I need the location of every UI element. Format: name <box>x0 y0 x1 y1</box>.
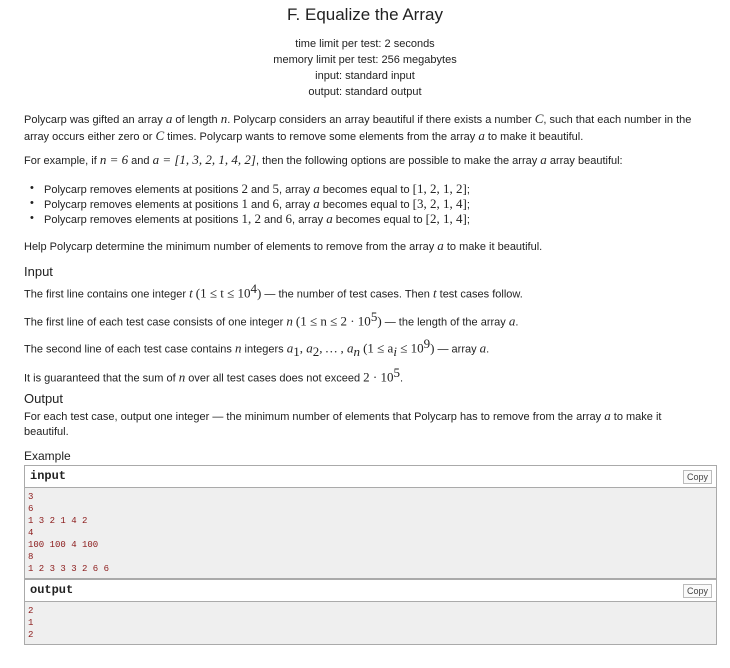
output-heading: Output <box>24 391 64 406</box>
example-line: 2 <box>28 606 34 616</box>
input-line-2: The first line of each test case consists of one integer n $(1 \le n \le 2 \cdot 10^5)$ — the length of the array a. <box>24 309 519 329</box>
example-output-header <box>25 580 716 602</box>
list-item: • Polycarp removes elements at positions 2 and 5, array a becomes equal to [1, 2, 1, 2]; <box>24 181 720 196</box>
example-line: 1 3 2 1 4 2 <box>28 516 88 526</box>
example-input-header <box>25 466 716 488</box>
example-line: 1 <box>28 618 34 628</box>
statement-paragraph-1: Polycarp was gifted an array a of length n. Polycarp considers an array beautiful if there exists a number C, such that each number in the array occurs either zero or C times. Polycarp wants to remove some elements from the array a to make it beautiful. <box>24 111 692 143</box>
example-input-label: input <box>30 469 67 483</box>
input-line-4: It is guaranteed that the sum of n over all test cases does not exceed $2 \cdot 10^5$. <box>24 365 404 385</box>
example-line: 1 2 3 3 3 2 6 6 <box>28 564 110 574</box>
example-line: 3 <box>28 492 34 502</box>
input-line-3: The second line of each test case contains n integers $a_1$, $a_2$, … , $a_n$ $(1 \le a_i \le 10^9)$ — array a. <box>24 336 490 359</box>
example-output-box <box>24 579 717 645</box>
example-input-content <box>25 488 716 578</box>
copy-input-button[interactable]: Copy <box>683 470 712 484</box>
output-description: For each test case, output one integer — the minimum number of elements that Polycarp has to remove from the array a to make it beautiful. <box>24 408 662 438</box>
example-line: 4 <box>28 528 34 538</box>
example-line: 2 <box>28 630 34 640</box>
example-heading: Example <box>24 449 71 463</box>
example-line: 6 <box>28 504 34 514</box>
input-source: input: standard input <box>315 70 415 82</box>
example-line: 8 <box>28 552 34 562</box>
limits-block <box>0 36 730 100</box>
example-line: 100 100 4 100 <box>28 540 99 550</box>
statement-paragraph-2: For example, if n = 6 and a = [1, 3, 2, 1, 4, 2], then the following options are possible to make the array a array beautiful: <box>24 152 623 167</box>
problem-title: F. Equalize the Array <box>287 5 443 24</box>
input-line-1: The first line contains one integer t $(1 \le t \le 10^4)$ — the number of test cases. Then t test cases follow. <box>24 281 523 301</box>
input-heading: Input <box>24 264 53 279</box>
example-input-box <box>24 465 717 579</box>
time-limit: time limit per test: 2 seconds <box>295 38 435 50</box>
memory-limit: memory limit per test: 256 megabytes <box>273 54 457 66</box>
copy-output-button[interactable]: Copy <box>683 584 712 598</box>
output-source: output: standard output <box>308 86 422 98</box>
example-output-content <box>25 602 716 644</box>
list-item: • Polycarp removes elements at positions 1 and 6, array a becomes equal to [3, 2, 1, 4]; <box>24 196 720 211</box>
options-list <box>24 181 720 226</box>
problem-page <box>0 5 730 668</box>
statement-paragraph-3: Help Polycarp determine the minimum number of elements to remove from the array a to make it beautiful. <box>24 238 543 253</box>
list-item: • Polycarp removes elements at positions 1, 2 and 6, array a becomes equal to [2, 1, 4]; <box>24 211 720 226</box>
example-output-label: output <box>30 583 74 597</box>
